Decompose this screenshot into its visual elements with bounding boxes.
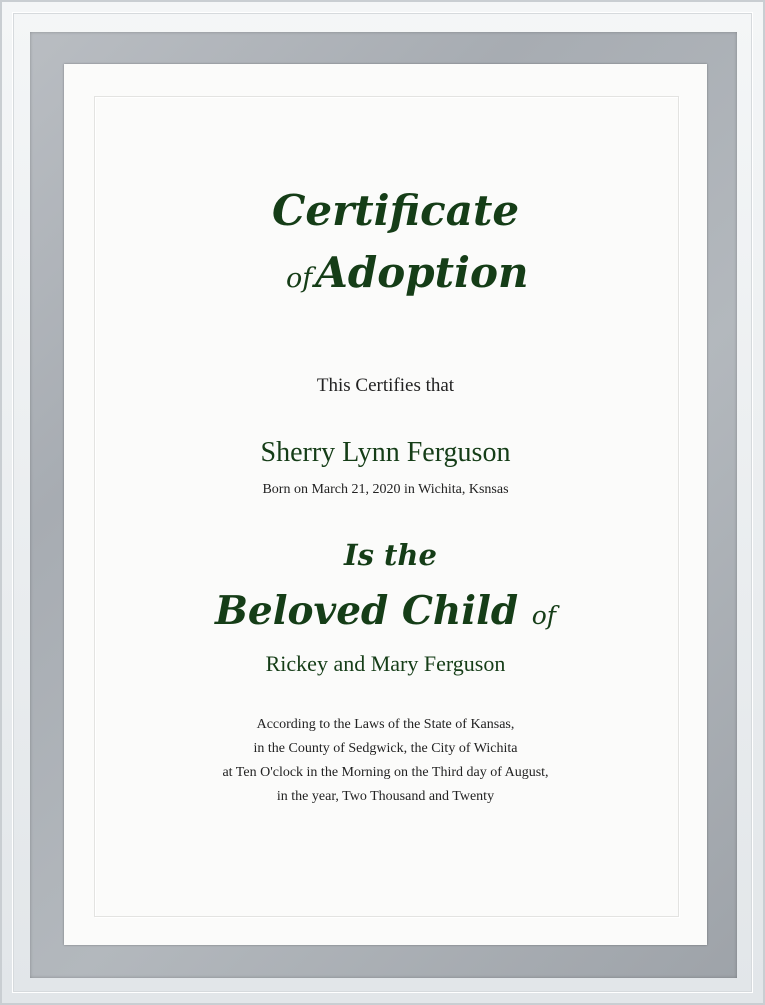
beloved-child-heading — [64, 588, 707, 634]
law-line-3: at Ten O'clock in the Morning on the Third day of August, — [222, 765, 549, 780]
certificate-title-line2 — [286, 248, 529, 297]
is-the-heading: Is the — [344, 538, 437, 572]
law-line-4: in the year, Two Thousand and Twenty — [276, 789, 495, 804]
certificate-content — [64, 64, 707, 945]
law-line-2: in the County of Sedgwick, the City of Wichita — [253, 741, 518, 756]
law-line-1: According to the Laws of the State of Kansas, — [256, 717, 515, 732]
child-name: Sherry Lynn Ferguson — [260, 437, 511, 468]
beloved-of-word: of — [531, 601, 557, 630]
title-adoption-word: Adoption — [315, 248, 529, 297]
certificate-paper — [64, 64, 707, 945]
beloved-child-text: Beloved Child — [214, 588, 519, 634]
parents-names: Rickey and Mary Ferguson — [265, 651, 506, 676]
title-of-word: of — [286, 263, 313, 294]
certifies-text: This Certifies that — [316, 375, 455, 396]
birth-details: Born on March 21, 2020 in Wichita, Ksnsas — [262, 482, 509, 497]
certificate-title-line1: Certificate — [272, 186, 520, 235]
